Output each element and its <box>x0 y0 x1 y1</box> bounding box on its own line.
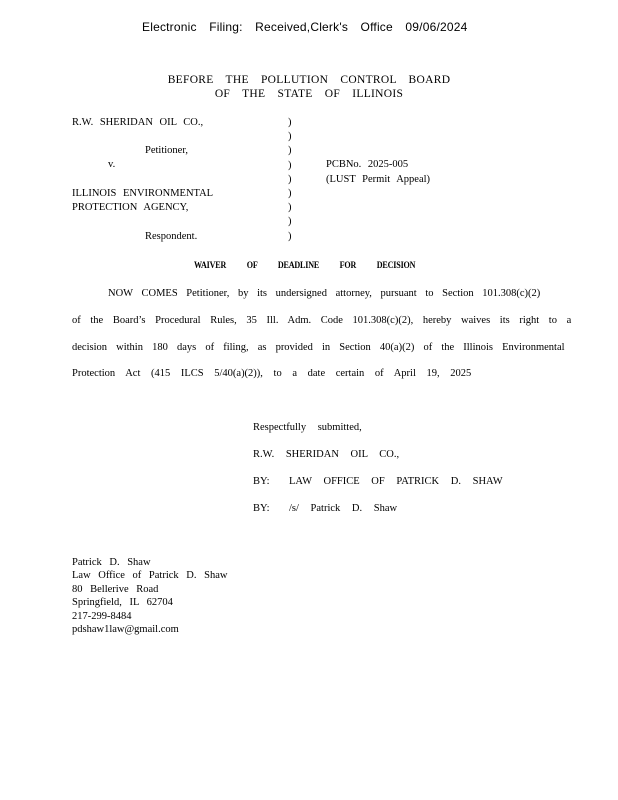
caption-title-line1: BEFORE THE POLLUTION CONTROL BOARD <box>167 74 451 86</box>
respondent-name-line1: ILLINOIS ENVIRONMENTAL <box>72 188 214 199</box>
signature-firm: LAW OFFICE OF PATRICK D. SHAW <box>289 476 503 487</box>
respondent-label: Respondent. <box>145 231 198 242</box>
petitioner-name: R.W. SHERIDAN OIL CO., <box>72 117 204 128</box>
paren: ) <box>288 202 292 214</box>
body-line-4: Protection Act (415 ILCS 5/40(a)(2)), to a date certain of April 19, 2025 <box>72 368 472 379</box>
body-line-2: of the Board’s Procedural Rules, 35 Ill. Adm. Code 101.308(c)(2), hereby waives its right to a <box>72 315 572 326</box>
attorney-email: pdshaw1law@gmail.com <box>72 624 179 636</box>
signature-party: R.W. SHERIDAN OIL CO., <box>253 449 400 460</box>
respondent-name-line2: PROTECTION AGENCY, <box>72 202 189 213</box>
signature-by-label-2: BY: <box>253 503 270 514</box>
signature-signed: /s/ Patrick D. Shaw <box>289 503 398 514</box>
document-title: WAIVER OF DEADLINE FOR DECISION <box>194 261 416 271</box>
petitioner-label: Petitioner, <box>145 145 189 156</box>
paren: ) <box>288 117 292 128</box>
attorney-block <box>72 556 227 636</box>
body-line-1: NOW COMES Petitioner, by its undersigned attorney, pursuant to Section 101.308(c)(2) <box>108 288 541 299</box>
case-number: PCBNo. 2025-005 <box>326 159 409 170</box>
paren: ) <box>288 131 292 143</box>
caption-parens <box>288 116 292 244</box>
paren: ) <box>288 173 292 185</box>
attorney-firm: Law Office of Patrick D. Shaw <box>72 570 228 582</box>
signature-closing: Respectfully submitted, <box>253 422 362 433</box>
paren: ) <box>288 145 292 157</box>
filing-header: Electronic Filing: Received,Clerk's Office 09/06/2024 <box>142 20 468 34</box>
signature-by-label-1: BY: <box>253 476 270 487</box>
case-type: (LUST Permit Appeal) <box>326 174 431 185</box>
paren: ) <box>288 188 292 200</box>
body-line-3: decision within 180 days of filing, as provided in Section 40(a)(2) of the Illinois Environmental <box>72 342 565 353</box>
attorney-name: Patrick D. Shaw <box>72 557 151 568</box>
paren: ) <box>288 159 292 171</box>
caption-title-line2: OF THE STATE OF ILLINOIS <box>214 88 404 100</box>
attorney-phone: 217-299-8484 <box>72 610 132 622</box>
versus-label: v. <box>108 159 116 170</box>
attorney-city: Springfield, IL 62704 <box>72 597 173 609</box>
paren: ) <box>288 230 292 242</box>
paren: ) <box>288 216 292 228</box>
attorney-street: 80 Bellerive Road <box>72 583 159 595</box>
